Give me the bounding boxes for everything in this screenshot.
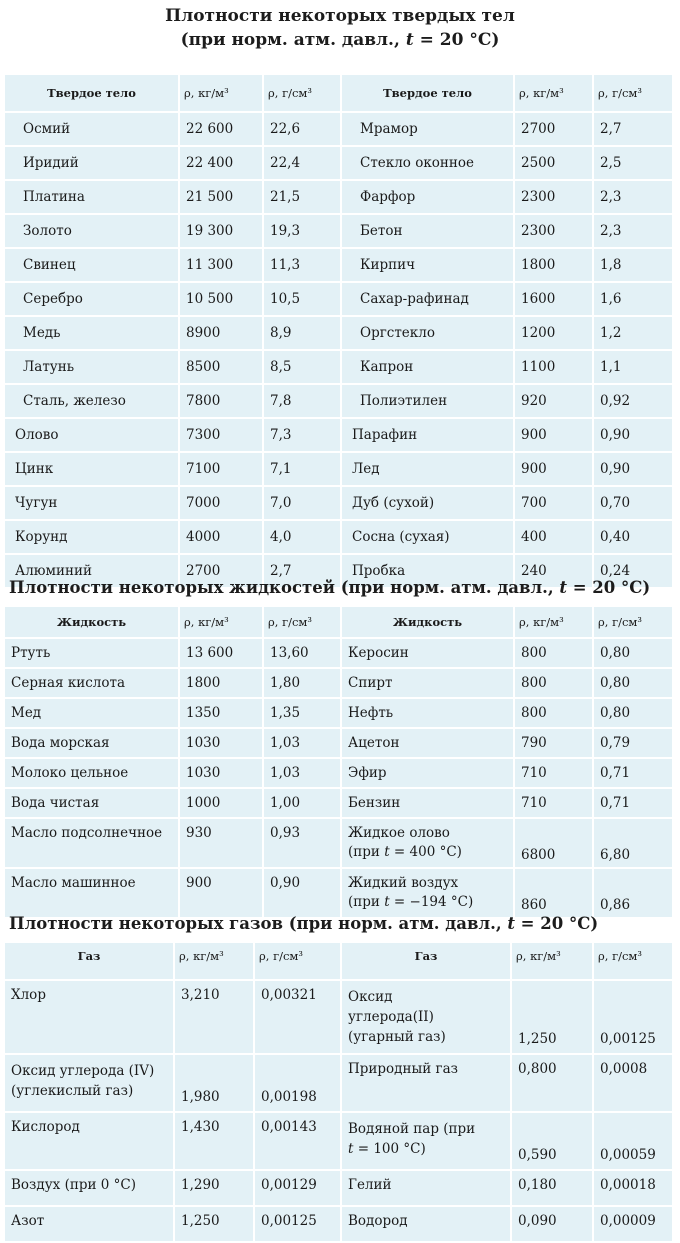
table-cell: 1,980 (174, 1054, 254, 1112)
table-cell (341, 868, 514, 918)
liquids-header-row (4, 606, 673, 638)
table-cell: 13,60 (263, 638, 341, 668)
table-cell: Бензин (341, 788, 514, 818)
cell-text: (при (348, 894, 385, 910)
liquids-title (9, 576, 650, 600)
table-cell: 2500 (514, 146, 593, 180)
table-cell: 1,8 (593, 248, 673, 282)
table-cell: 7100 (179, 452, 263, 486)
table-cell: Вода морская (4, 728, 179, 758)
table-cell: 1030 (179, 758, 263, 788)
gases-table-body (4, 942, 673, 1242)
table-cell: 240 (514, 554, 593, 588)
table-cell: 7,0 (263, 486, 341, 520)
table-cell: 8500 (179, 350, 263, 384)
table-cell: 0,00018 (593, 1170, 673, 1206)
table-cell: 2,5 (593, 146, 673, 180)
solids-subtitle-prefix: (при норм. атм. давл., (180, 30, 406, 50)
table-row (4, 316, 673, 350)
table-cell (341, 1112, 511, 1170)
table-row (4, 788, 673, 818)
table-cell: 1,6 (593, 282, 673, 316)
table-row (4, 248, 673, 282)
table-cell: 900 (179, 868, 263, 918)
solids-title: Плотности некоторых твердых тел (165, 6, 515, 26)
solids-subtitle-suffix: = 20 °C) (413, 30, 500, 50)
liquids-title-prefix: Плотности некоторых жидкостей (при норм. атм. давл., (9, 578, 560, 597)
header-cell: ρ, кг/м³ (174, 942, 254, 980)
table-cell: 0,590 (511, 1112, 593, 1170)
cell-line: (углекислый газ) (11, 1083, 134, 1099)
table-cell: 1600 (514, 282, 593, 316)
table-cell: 0,00129 (254, 1170, 341, 1206)
table-cell: 0,180 (511, 1170, 593, 1206)
table-cell: 930 (179, 818, 263, 868)
table-cell: 1,2 (593, 316, 673, 350)
table-cell: 7,3 (263, 418, 341, 452)
table-cell: 13 600 (179, 638, 263, 668)
table-cell: Хлор (4, 980, 174, 1054)
table-cell: 0,40 (593, 520, 673, 554)
table-cell: 4000 (179, 520, 263, 554)
header-cell: Жидкость (4, 606, 179, 638)
table-cell: 0,00125 (593, 980, 673, 1054)
table-cell: Мед (4, 698, 179, 728)
table-cell: 0,86 (593, 868, 673, 918)
table-cell: 7800 (179, 384, 263, 418)
table-cell: 0,71 (593, 788, 673, 818)
gases-title-prefix: Плотности некоторых газов (при норм. атм. давл., (9, 914, 508, 933)
table-cell: 1,35 (263, 698, 341, 728)
table-cell: 2700 (179, 554, 263, 588)
table-cell: Золото (4, 214, 179, 248)
table-cell: Воздух (при 0 °C) (4, 1170, 174, 1206)
table-cell: 900 (514, 418, 593, 452)
table-cell: 1100 (514, 350, 593, 384)
table-cell: 4,0 (263, 520, 341, 554)
liquids-table-body (4, 606, 673, 818)
header-cell: ρ, кг/м³ (514, 74, 593, 112)
table-cell: 710 (514, 758, 593, 788)
table-cell: 0,80 (593, 638, 673, 668)
table-cell: Оргстекло (341, 316, 514, 350)
cell-var: t (384, 844, 390, 860)
table-cell: 700 (514, 486, 593, 520)
gases-title-var: t (507, 914, 515, 933)
solids-subtitle (0, 28, 680, 52)
table-row (4, 282, 673, 316)
header-cell: Жидкость (341, 606, 514, 638)
table-row (4, 698, 673, 728)
table-cell: Платина (4, 180, 179, 214)
table-cell: 710 (514, 788, 593, 818)
table-cell: 22 400 (179, 146, 263, 180)
table-cell: Ртуть (4, 638, 179, 668)
header-cell: ρ, г/см³ (593, 606, 673, 638)
header-cell: Газ (4, 942, 174, 980)
table-cell: 0,90 (263, 868, 341, 918)
table-cell: 2300 (514, 180, 593, 214)
table-cell: 8,9 (263, 316, 341, 350)
table-cell: 11,3 (263, 248, 341, 282)
table-cell: Дуб (сухой) (341, 486, 514, 520)
header-cell: ρ, кг/м³ (514, 606, 593, 638)
table-cell: Осмий (4, 112, 179, 146)
table-cell: 1000 (179, 788, 263, 818)
table-cell: 6,80 (593, 818, 673, 868)
table-cell: Молоко цельное (4, 758, 179, 788)
table-cell: 22,6 (263, 112, 341, 146)
table-cell: Гелий (341, 1170, 511, 1206)
table-row (4, 1206, 673, 1242)
table-cell: Иридий (4, 146, 179, 180)
table-cell: 1,80 (263, 668, 341, 698)
gases-title-suffix: = 20 °C) (514, 914, 599, 933)
liquids-table (3, 605, 674, 919)
table-cell: Эфир (341, 758, 514, 788)
table-cell: Капрон (341, 350, 514, 384)
table-cell: 0,00321 (254, 980, 341, 1054)
table-cell: 1,250 (174, 1206, 254, 1242)
gases-title (9, 912, 598, 936)
table-cell: Кирпич (341, 248, 514, 282)
table-cell: 21 500 (179, 180, 263, 214)
table-cell: Масло машинное (4, 868, 179, 918)
table-cell: 1,03 (263, 758, 341, 788)
table-cell (341, 818, 514, 868)
table-cell: 0,800 (511, 1054, 593, 1112)
table-cell: Спирт (341, 668, 514, 698)
table-cell: Мрамор (341, 112, 514, 146)
table-cell: 19 300 (179, 214, 263, 248)
table-cell: Корунд (4, 520, 179, 554)
table-row (4, 418, 673, 452)
table-cell: 0,090 (511, 1206, 593, 1242)
table-cell: 0,24 (593, 554, 673, 588)
table-cell: Нефть (341, 698, 514, 728)
header-cell: Твердое тело (341, 74, 514, 112)
solids-header-row (4, 74, 673, 112)
header-cell: ρ, г/см³ (254, 942, 341, 980)
cell-line (348, 1139, 504, 1159)
table-cell: 1800 (179, 668, 263, 698)
table-cell: 7300 (179, 418, 263, 452)
table-cell: 0,71 (593, 758, 673, 788)
table-row (4, 818, 673, 868)
table-cell: 10,5 (263, 282, 341, 316)
table-cell: 7,8 (263, 384, 341, 418)
table-cell: 7,1 (263, 452, 341, 486)
table-cell: 7000 (179, 486, 263, 520)
table-row (4, 452, 673, 486)
gases-table (3, 941, 674, 1243)
table-cell: 6800 (514, 818, 593, 868)
table-row (4, 1112, 673, 1170)
table-row (4, 728, 673, 758)
liquids-title-var: t (559, 578, 567, 597)
table-row (4, 180, 673, 214)
table-cell: 1030 (179, 728, 263, 758)
table-cell: Сталь, железо (4, 384, 179, 418)
liquids-tall-rows (4, 818, 673, 918)
table-cell: 0,00143 (254, 1112, 341, 1170)
table-cell: 0,00009 (593, 1206, 673, 1242)
table-cell: 3,210 (174, 980, 254, 1054)
table-cell: 1200 (514, 316, 593, 350)
table-cell: 800 (514, 698, 593, 728)
table-cell: 1800 (514, 248, 593, 282)
cell-text: (при (348, 844, 385, 860)
table-cell: 0,90 (593, 418, 673, 452)
table-row (4, 638, 673, 668)
table-row (4, 1170, 673, 1206)
table-cell: Чугун (4, 486, 179, 520)
table-cell: 2,7 (263, 554, 341, 588)
table-cell: 0,00059 (593, 1112, 673, 1170)
table-cell: Масло подсолнечное (4, 818, 179, 868)
table-cell: Свинец (4, 248, 179, 282)
solids-subtitle-var: t (405, 30, 414, 50)
table-cell: 1,290 (174, 1170, 254, 1206)
header-cell: Твердое тело (4, 74, 179, 112)
table-cell: 0,00125 (254, 1206, 341, 1242)
table-cell: 10 500 (179, 282, 263, 316)
table-cell: 2,3 (593, 180, 673, 214)
table-cell: 11 300 (179, 248, 263, 282)
table-cell: 0,0008 (593, 1054, 673, 1112)
table-cell: Полиэтилен (341, 384, 514, 418)
table-cell: Сосна (сухая) (341, 520, 514, 554)
table-cell: 22 600 (179, 112, 263, 146)
table-cell: 0,70 (593, 486, 673, 520)
table-row (4, 520, 673, 554)
table-cell: Алюминий (4, 554, 179, 588)
solids-table (3, 73, 674, 589)
table-cell: 1,03 (263, 728, 341, 758)
header-cell: ρ, г/см³ (593, 942, 673, 980)
cell-line: Жидкое олово (348, 825, 450, 841)
table-cell: 1350 (179, 698, 263, 728)
gases-header-row (4, 942, 673, 980)
table-cell: Латунь (4, 350, 179, 384)
table-cell: Пробка (341, 554, 514, 588)
table-cell: Сахар-рафинад (341, 282, 514, 316)
cell-line: Оксид углерода (IV) (11, 1063, 155, 1079)
table-row (4, 112, 673, 146)
cell-line (348, 893, 507, 912)
table-cell: Стекло оконное (341, 146, 514, 180)
header-cell: ρ, г/см³ (593, 74, 673, 112)
table-cell: Азот (4, 1206, 174, 1242)
solids-table-body (4, 74, 673, 588)
table-cell: 0,80 (593, 698, 673, 728)
table-cell: Фарфор (341, 180, 514, 214)
table-cell: 8900 (179, 316, 263, 350)
table-cell: 0,90 (593, 452, 673, 486)
table-row (4, 486, 673, 520)
header-cell: ρ, кг/м³ (511, 942, 593, 980)
header-cell: Газ (341, 942, 511, 980)
cell-line: Оксид (348, 989, 393, 1005)
table-cell: 800 (514, 638, 593, 668)
cell-line (348, 843, 507, 862)
table-cell (4, 1054, 174, 1112)
table-cell: Серная кислота (4, 668, 179, 698)
table-cell: 1,250 (511, 980, 593, 1054)
table-cell: 790 (514, 728, 593, 758)
table-cell: Ацетон (341, 728, 514, 758)
cell-text: = 100 °C) (353, 1141, 426, 1157)
table-cell: Кислород (4, 1112, 174, 1170)
table-cell: Природный газ (341, 1054, 511, 1112)
table-row (4, 1054, 673, 1112)
header-cell: ρ, г/см³ (263, 74, 341, 112)
table-cell: 800 (514, 668, 593, 698)
table-row (4, 758, 673, 788)
table-cell: 2300 (514, 214, 593, 248)
header-cell: ρ, кг/м³ (179, 606, 263, 638)
cell-var: t (348, 1141, 354, 1157)
table-cell: 2,3 (593, 214, 673, 248)
table-row (4, 384, 673, 418)
table-cell: Олово (4, 418, 179, 452)
table-cell: 0,00198 (254, 1054, 341, 1112)
cell-line: углерода(II) (348, 1009, 434, 1025)
table-cell: Медь (4, 316, 179, 350)
table-cell: 0,79 (593, 728, 673, 758)
table-cell: Парафин (341, 418, 514, 452)
table-cell: Лед (341, 452, 514, 486)
table-cell: 920 (514, 384, 593, 418)
table-cell: 22,4 (263, 146, 341, 180)
table-row (4, 146, 673, 180)
table-cell: 19,3 (263, 214, 341, 248)
cell-line: (угарный газ) (348, 1029, 446, 1045)
table-cell: Вода чистая (4, 788, 179, 818)
cell-text: = −194 °C) (389, 894, 474, 910)
cell-line: Жидкий воздух (348, 875, 459, 891)
table-cell: 0,80 (593, 668, 673, 698)
table-cell: 0,93 (263, 818, 341, 868)
table-row (4, 214, 673, 248)
table-cell: 1,1 (593, 350, 673, 384)
cell-var: t (384, 894, 390, 910)
table-row (4, 868, 673, 918)
table-cell: 0,92 (593, 384, 673, 418)
liquids-title-suffix: = 20 °C) (566, 578, 651, 597)
table-cell: 2,7 (593, 112, 673, 146)
header-cell: ρ, г/см³ (263, 606, 341, 638)
table-cell: Водород (341, 1206, 511, 1242)
table-cell: Керосин (341, 638, 514, 668)
table-row (4, 668, 673, 698)
table-cell: 8,5 (263, 350, 341, 384)
table-cell: 900 (514, 452, 593, 486)
table-cell: 2700 (514, 112, 593, 146)
table-cell: Бетон (341, 214, 514, 248)
table-cell: 400 (514, 520, 593, 554)
table-row (4, 980, 673, 1054)
table-row (4, 350, 673, 384)
table-cell: Серебро (4, 282, 179, 316)
table-cell: 1,430 (174, 1112, 254, 1170)
table-cell: 1,00 (263, 788, 341, 818)
cell-text: = 400 °C) (389, 844, 462, 860)
table-cell: 21,5 (263, 180, 341, 214)
table-cell (341, 980, 511, 1054)
table-cell: 860 (514, 868, 593, 918)
header-cell: ρ, кг/м³ (179, 74, 263, 112)
cell-line: Водяной пар (при (348, 1121, 476, 1137)
table-cell: Цинк (4, 452, 179, 486)
